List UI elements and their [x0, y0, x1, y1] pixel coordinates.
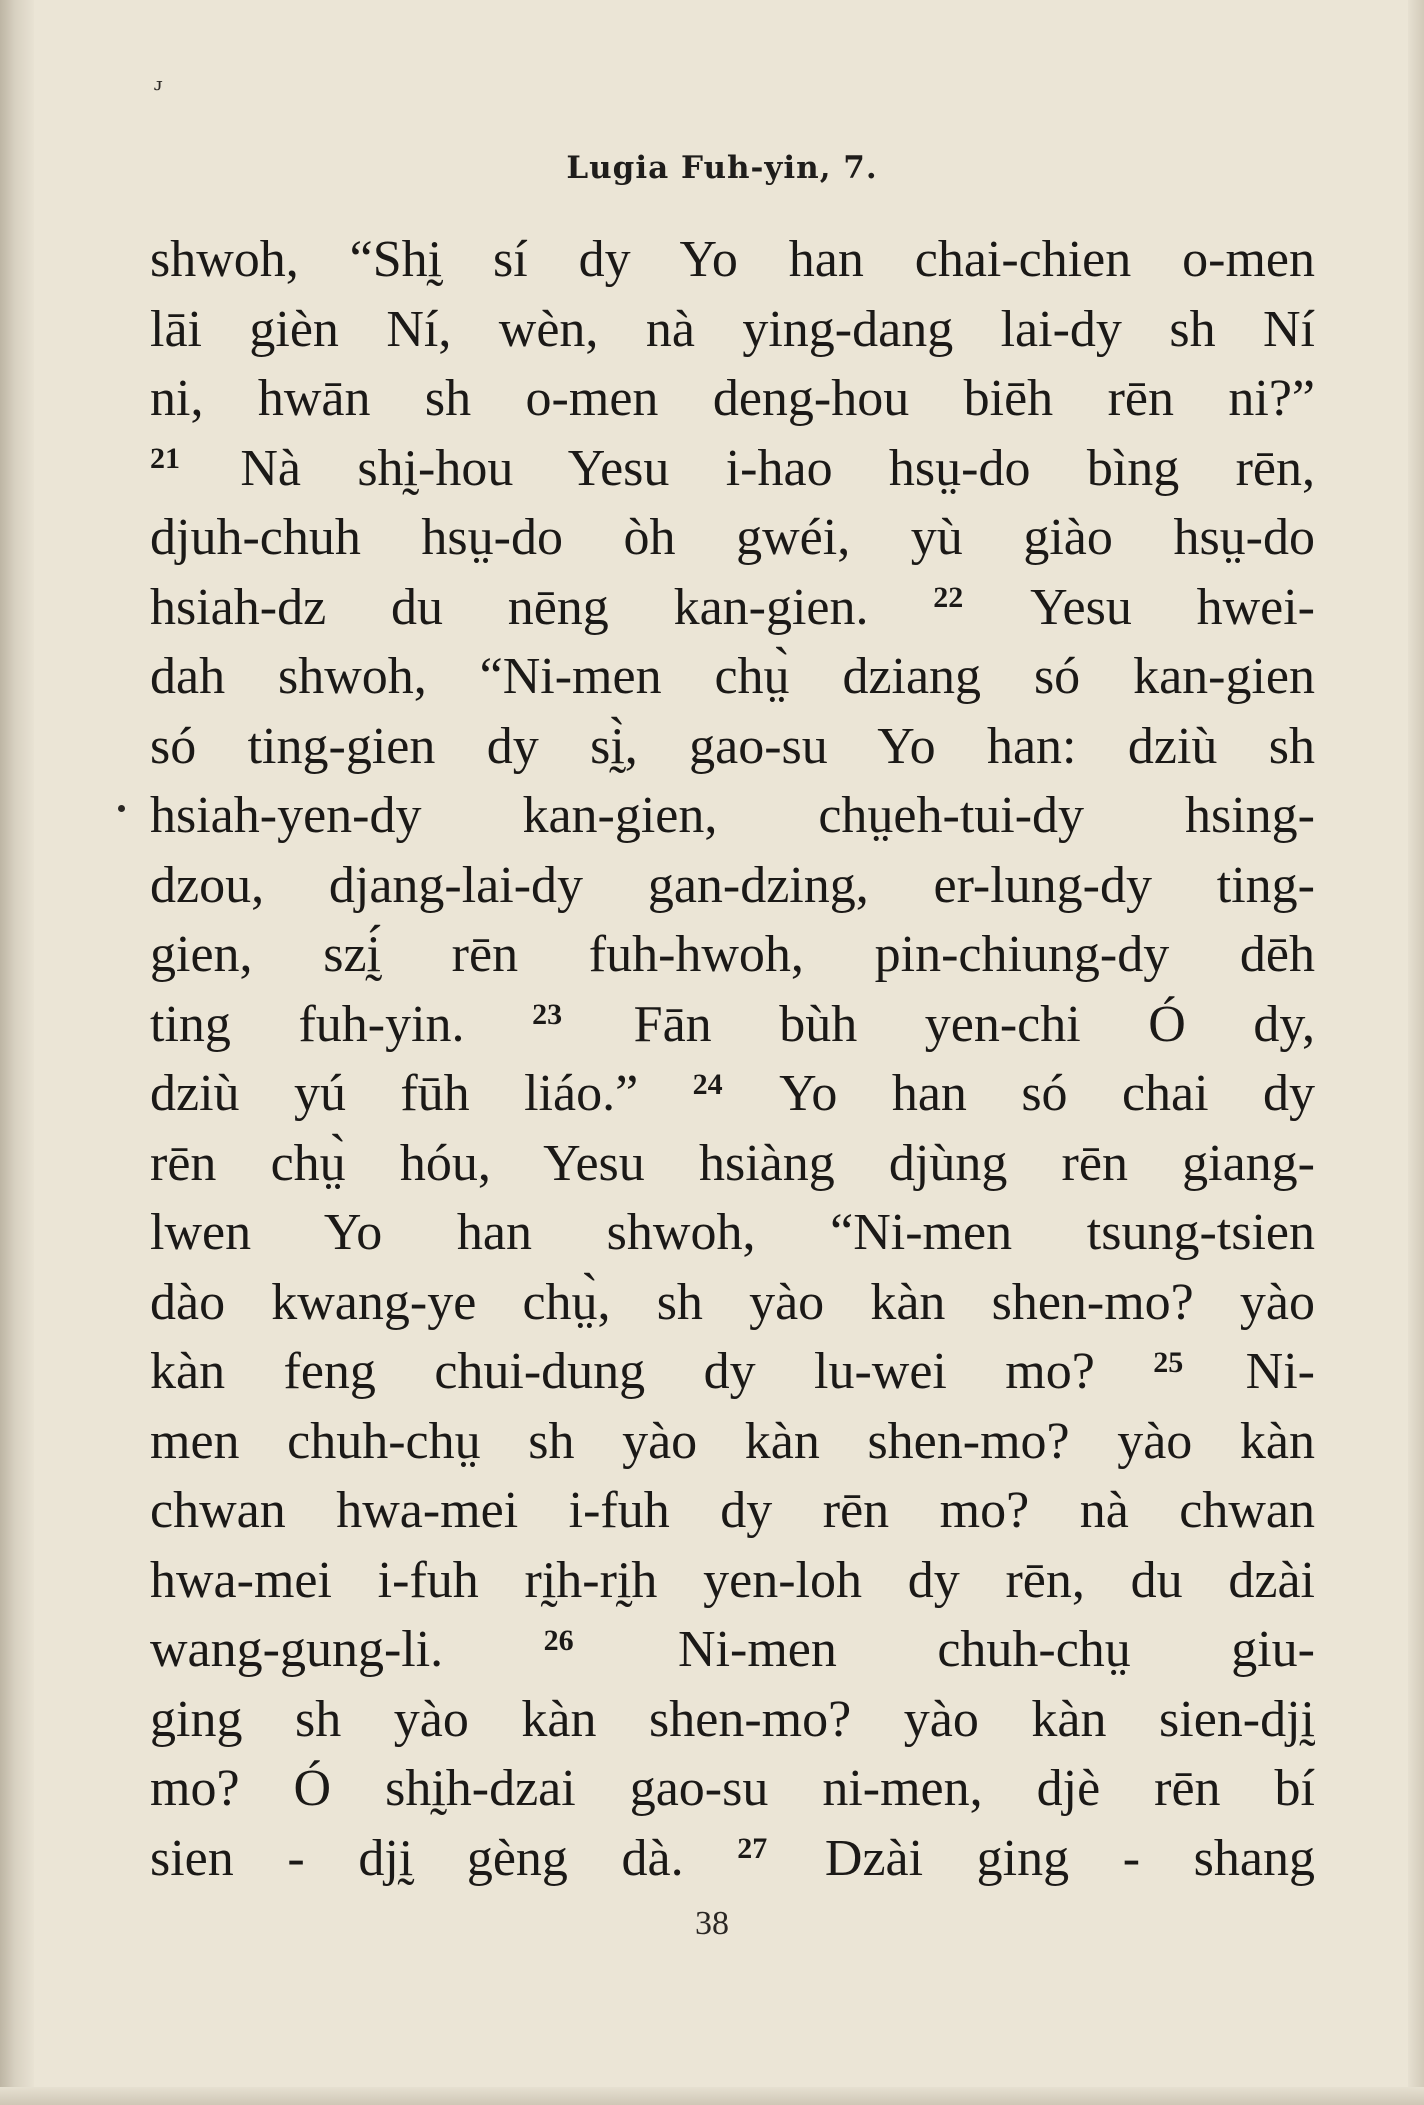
text-segment: dziù yú fūh liáo.” — [150, 1065, 639, 1122]
text-line — [150, 920, 1315, 990]
verse-number: 27 — [737, 1832, 768, 1865]
text-segment: Fān bùh yen-chi Ó dy, — [566, 995, 1315, 1053]
text-line — [150, 503, 1315, 573]
text-line — [150, 1407, 1315, 1477]
text-line — [150, 295, 1315, 365]
page-right-edge — [1408, 0, 1424, 2105]
verse-number: 23 — [532, 998, 563, 1031]
text-segment: Ni-men chuh-chṳ giu- — [577, 1621, 1315, 1678]
text-segment: shwoh, “Shḭ sí dy Yo han chai-chien o-men — [150, 231, 1315, 288]
text-segment: kàn feng chui-dung dy lu-wei mo? — [150, 1343, 1095, 1400]
text-line — [150, 1059, 1315, 1129]
text-line — [150, 781, 1315, 851]
text-segment: chwan hwa-mei i-fuh dy rēn mo? nà chwan — [150, 1482, 1315, 1539]
page-bottom-edge — [0, 2087, 1424, 2105]
body-text — [150, 225, 1315, 1893]
verse-number: 21 — [150, 442, 180, 475]
text-line — [150, 573, 1315, 643]
text-segment: lwen Yo han shwoh, “Ni-men tsung-tsien — [150, 1204, 1315, 1261]
text-segment: mo? Ó shḭh-dzai gao-su ni-men, djè rēn bí — [150, 1760, 1315, 1817]
text-segment: men chuh-chṳ sh yào kàn shen-mo? yào kàn — [150, 1412, 1315, 1470]
verse-number: 24 — [692, 1067, 723, 1101]
text-line — [150, 1129, 1315, 1199]
text-segment: dào kwang-ye chṳ̀, sh yào kàn shen-mo? yào — [150, 1273, 1315, 1331]
text-segment: Ni- — [1187, 1343, 1315, 1400]
text-line — [150, 712, 1315, 782]
text-segment: ni, hwān sh o-men deng-hou biēh rēn ni?” — [150, 370, 1315, 427]
text-segment: ging sh yào kàn shen-mo? yào kàn sien-djḭ — [150, 1690, 1315, 1748]
verse-number: 25 — [1153, 1345, 1184, 1379]
text-line — [150, 364, 1315, 434]
text-line — [150, 851, 1315, 921]
text-segment: hsiah-yen-dy kan-gien, chṳeh-tui-dy hsing- — [150, 787, 1315, 844]
text-line — [150, 1268, 1315, 1338]
text-line — [150, 1615, 1315, 1685]
text-line — [150, 434, 1315, 504]
text-line — [150, 1546, 1315, 1616]
text-line — [150, 1824, 1315, 1894]
running-header: Lugia Fuh-yin, 7. — [566, 150, 878, 186]
text-line — [150, 1685, 1315, 1755]
text-segment: Yo han só chai dy — [726, 1065, 1315, 1122]
binding-gutter-shadow — [0, 0, 34, 2105]
text-line — [150, 1337, 1315, 1407]
text-line — [150, 1198, 1315, 1268]
text-segment: dah shwoh, “Ni-men chṳ̀ dziang só kan-gien — [150, 648, 1315, 705]
text-segment: rēn chṳ̀ hóu, Yesu hsiàng djùng rēn giang- — [150, 1134, 1315, 1192]
text-segment: Nà shḭ-hou Yesu i-hao hsṳ-do bìng rēn, — [184, 439, 1315, 497]
text-segment: ting fuh-yin. — [150, 995, 465, 1053]
text-segment: Yesu hwei- — [967, 578, 1315, 636]
text-segment: gien, szḭ́ rēn fuh-hwoh, pin-chiung-dy dēh — [150, 926, 1315, 983]
text-line — [150, 1476, 1315, 1546]
verse-number: 22 — [933, 581, 964, 614]
text-segment: wang-gung-li. — [150, 1621, 444, 1678]
text-segment: lāi gièn Ní, wèn, nà ying-dang lai-dy sh Ní — [150, 300, 1315, 358]
text-line — [150, 1754, 1315, 1824]
corner-mark: ᴊ — [154, 74, 163, 95]
text-segment: sien - djḭ gèng dà. — [150, 1829, 684, 1887]
text-line — [150, 225, 1315, 295]
text-segment: dzou, djang-lai-dy gan-dzing, er-lung-dy ting- — [150, 856, 1315, 914]
text-segment: djuh-chuh hsṳ-do òh gwéi, yù giào hsṳ-do — [150, 509, 1315, 566]
verse-number: 26 — [543, 1623, 574, 1657]
text-line — [150, 990, 1315, 1060]
text-segment: Dzài ging - shang — [771, 1829, 1315, 1887]
margin-dot — [118, 805, 125, 812]
text-segment: hsiah-dz du nēng kan-gien. — [150, 578, 869, 636]
page-number: 38 — [695, 1905, 729, 1942]
text-segment: só ting-gien dy sḭ̀, gao-su Yo han: dziù sh — [150, 717, 1315, 775]
text-line — [150, 642, 1315, 712]
text-segment: hwa-mei i-fuh rḭh-rḭh yen-loh dy rēn, du dzài — [150, 1551, 1315, 1609]
